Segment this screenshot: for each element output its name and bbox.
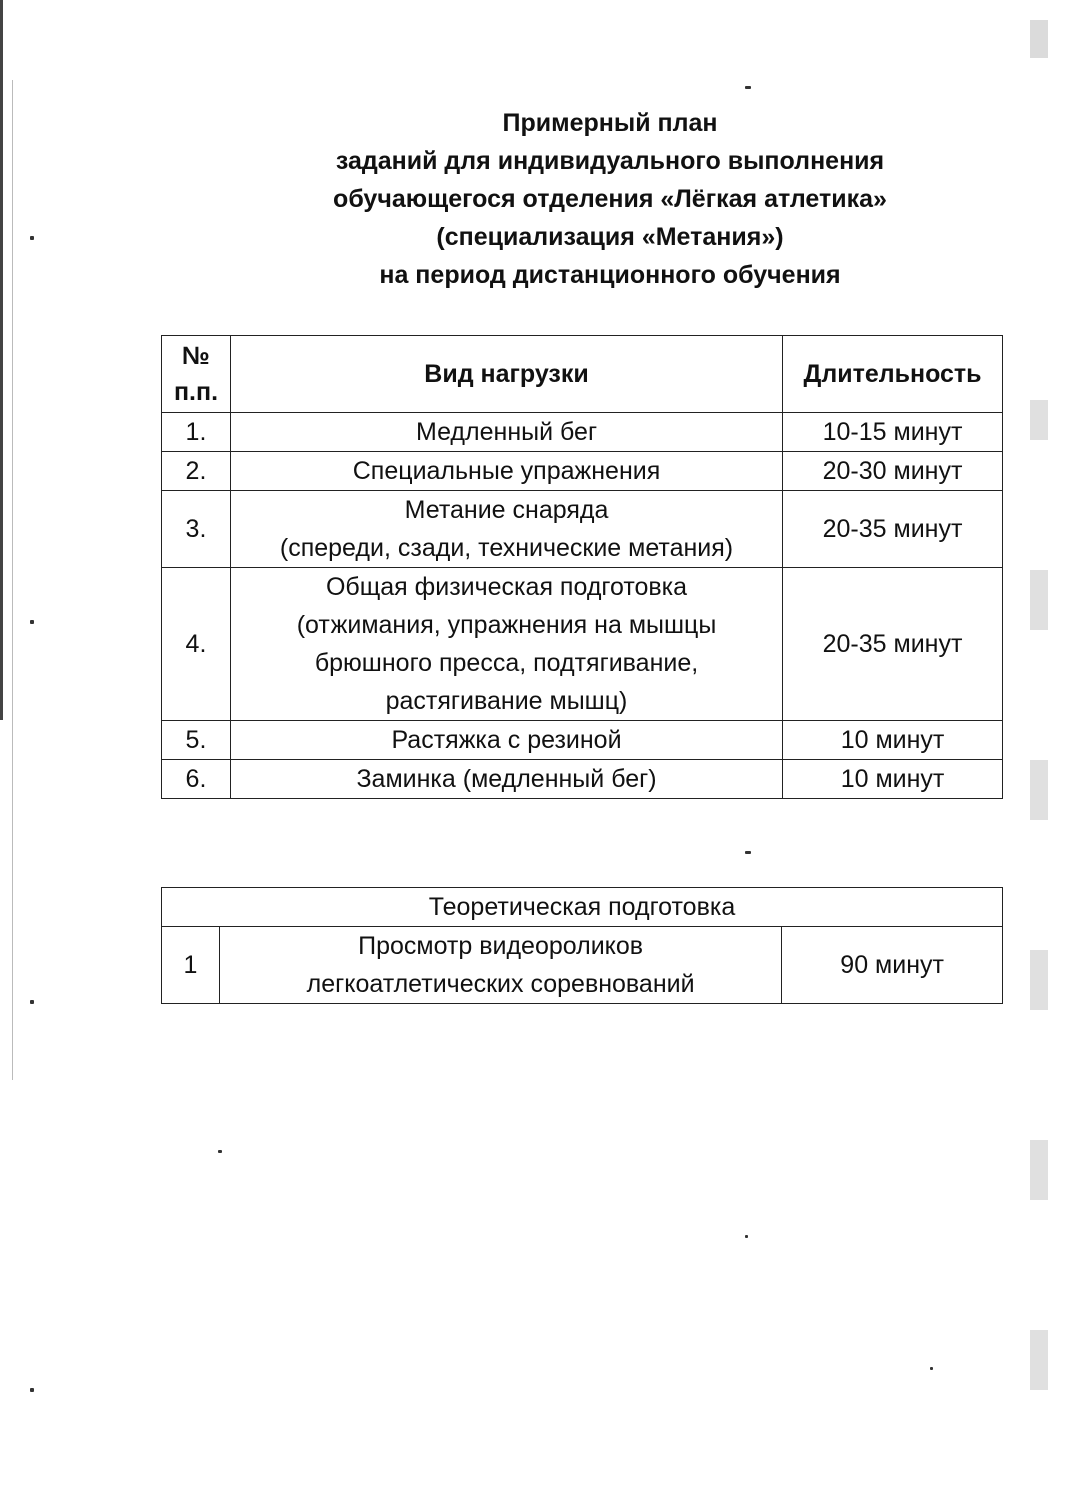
row-type-line: Общая физическая подготовка — [325, 573, 688, 601]
row-type-line: (спереди, сзади, технические метания) — [279, 534, 734, 562]
document-heading — [300, 104, 920, 294]
row-type: Растяжка с резиной — [230, 721, 782, 760]
scan-noise — [1030, 760, 1048, 820]
scan-edge-mark — [0, 0, 3, 720]
theory-table — [161, 887, 1003, 1004]
scan-noise — [1030, 570, 1048, 630]
row-type: Медленный бег — [230, 413, 782, 452]
heading-line: (специализация «Метания») — [436, 223, 784, 251]
table-row — [162, 927, 1003, 1004]
scan-noise — [1030, 950, 1048, 1010]
row-duration: 20-35 минут — [783, 568, 1003, 721]
scan-noise — [1030, 1330, 1048, 1390]
row-duration: 90 минут — [782, 927, 1003, 1004]
row-type-line: легкоатлетических соревнований — [306, 970, 695, 998]
row-num: 6. — [162, 760, 231, 799]
table-row — [162, 568, 1003, 721]
scan-speck — [30, 1000, 34, 1004]
row-duration: 20-35 минут — [783, 491, 1003, 568]
column-header-duration: Длительность — [783, 336, 1003, 413]
heading-line: обучающегося отделения «Лёгкая атлетика» — [333, 185, 887, 213]
row-duration: 10-15 минут — [783, 413, 1003, 452]
scan-edge-line — [12, 80, 13, 1080]
table-header-row — [162, 336, 1003, 413]
row-num: 1. — [162, 413, 231, 452]
row-type — [230, 491, 782, 568]
row-type — [230, 568, 782, 721]
table-row — [162, 760, 1003, 799]
scan-speck — [30, 1388, 34, 1392]
row-duration: 10 минут — [783, 721, 1003, 760]
row-type-line: Метание снаряда — [404, 496, 609, 524]
table-row — [162, 491, 1003, 568]
scan-speck — [745, 86, 751, 89]
scan-speck — [218, 1150, 222, 1153]
row-type: Заминка (медленный бег) — [230, 760, 782, 799]
scan-speck — [30, 620, 34, 624]
row-num: 3. — [162, 491, 231, 568]
row-num: 5. — [162, 721, 231, 760]
row-num: 1 — [162, 927, 220, 1004]
heading-line: Примерный план — [502, 109, 718, 137]
row-type — [219, 927, 781, 1004]
theory-title: Теоретическая подготовка — [162, 888, 1003, 927]
scan-speck — [930, 1367, 933, 1370]
row-duration: 10 минут — [783, 760, 1003, 799]
row-duration: 20-30 минут — [783, 452, 1003, 491]
scan-speck — [745, 851, 751, 854]
row-num: 2. — [162, 452, 231, 491]
scan-speck — [30, 236, 34, 240]
row-type-line: растягивание мышц) — [385, 687, 628, 715]
training-plan-table — [161, 335, 1003, 799]
scan-speck — [745, 1235, 748, 1238]
row-type-line: (отжимания, упражнения на мышцы — [296, 611, 717, 639]
row-num: 4. — [162, 568, 231, 721]
table-row — [162, 413, 1003, 452]
column-header-num: № п.п. — [162, 336, 231, 413]
row-type-line: Просмотр видеороликов — [358, 932, 644, 960]
scan-noise — [1030, 1140, 1048, 1200]
table-row — [162, 452, 1003, 491]
column-header-type: Вид нагрузки — [230, 336, 782, 413]
heading-line: заданий для индивидуального выполнения — [335, 147, 885, 175]
scan-noise — [1030, 20, 1048, 58]
heading-line: на период дистанционного обучения — [379, 261, 841, 289]
row-type: Специальные упражнения — [230, 452, 782, 491]
theory-title-row — [162, 888, 1003, 927]
table-row — [162, 721, 1003, 760]
row-type-line: брюшного пресса, подтягивание, — [314, 649, 699, 677]
scan-noise — [1030, 400, 1048, 440]
